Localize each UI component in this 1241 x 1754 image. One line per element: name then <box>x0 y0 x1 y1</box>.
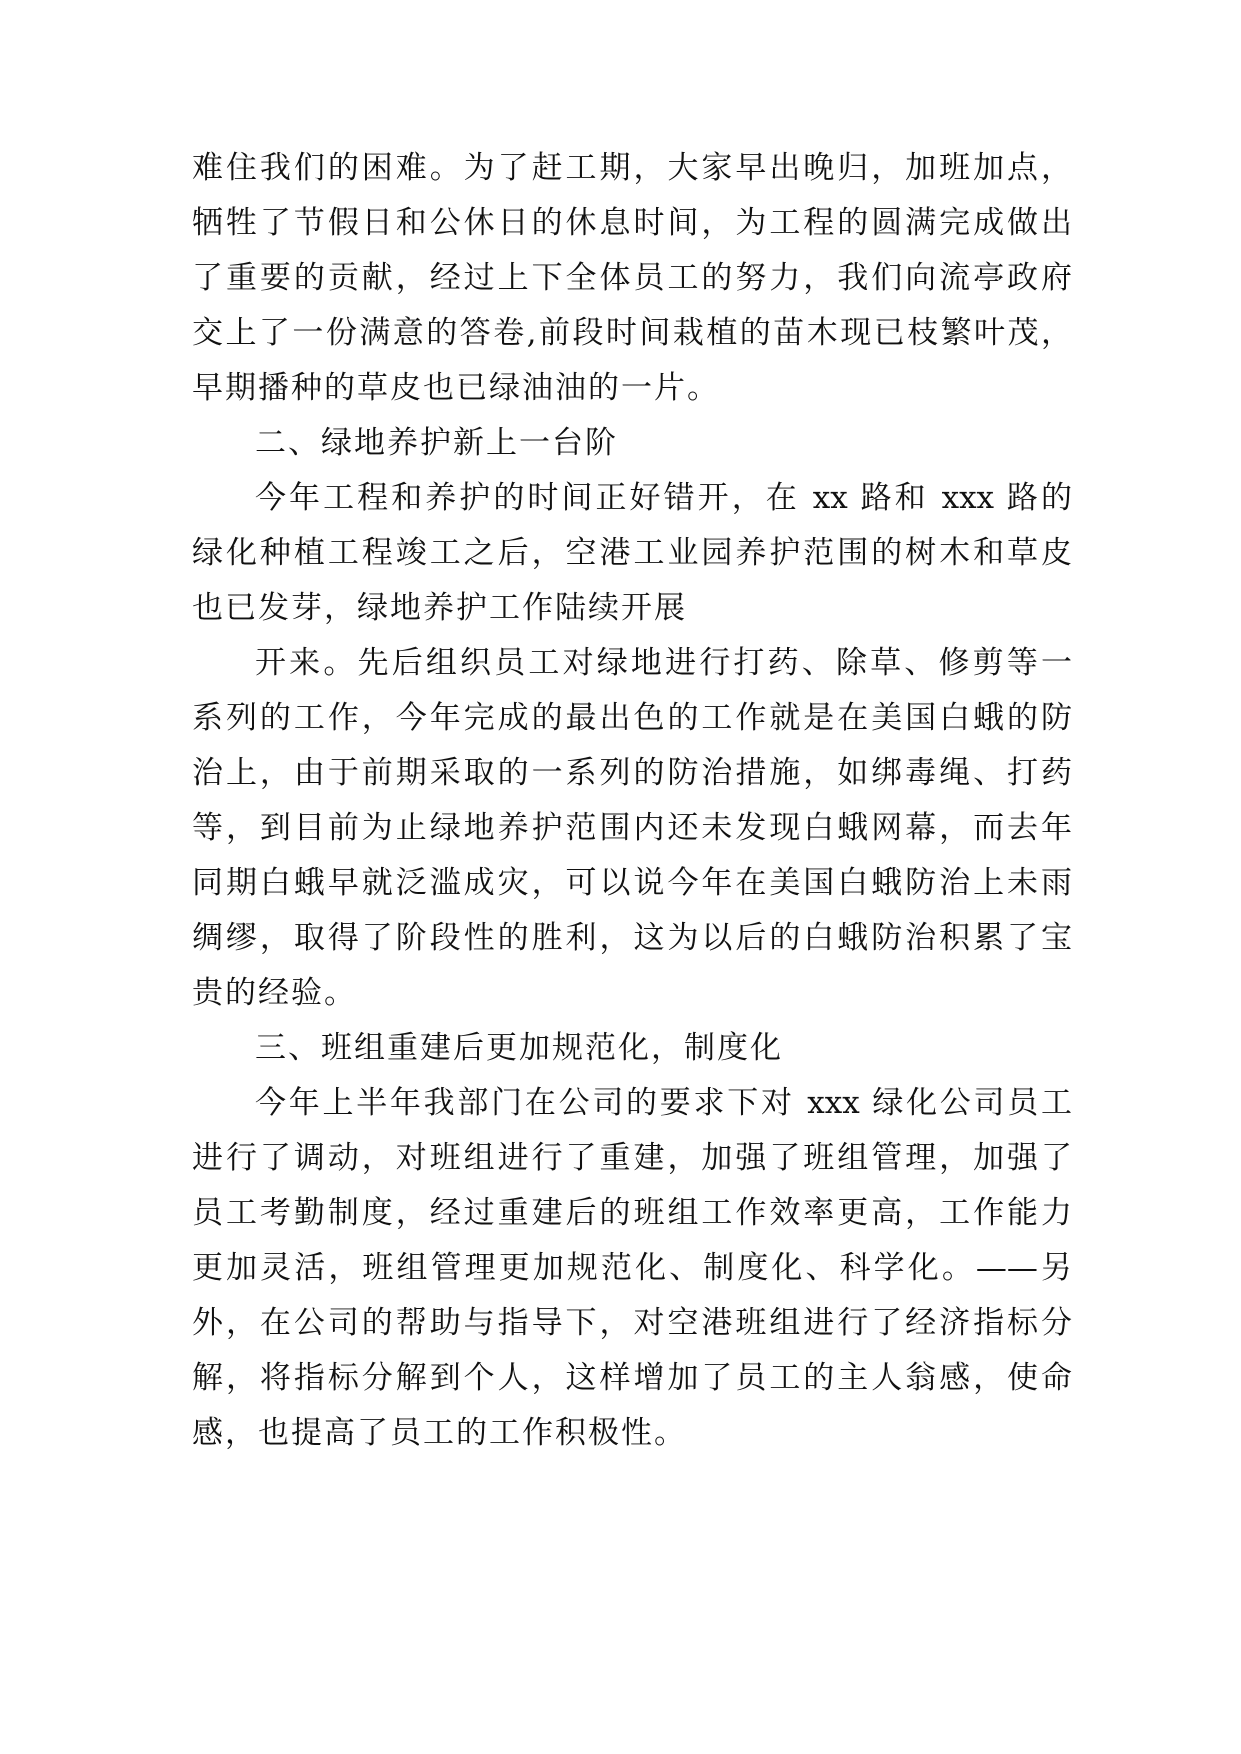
text-line-19: 进行了调动，对班组进行了重建，加强了班组管理，加强了 <box>192 1140 1072 1176</box>
section-heading-3: 三、班组重建后更加规范化，制度化 <box>255 1030 783 1066</box>
text-line-3: 了重要的贡献，经过上下全体员工的努力，我们向流亭政府 <box>192 260 1072 296</box>
text-line-23: 解，将指标分解到个人，这样增加了员工的主人翁感，使命 <box>192 1360 1072 1396</box>
text-line-11: 系列的工作，今年完成的最出色的工作就是在美国白蛾的防 <box>192 700 1072 736</box>
text-line-1: 难住我们的困难。为了赶工期，大家早出晚归，加班加点， <box>192 150 1072 186</box>
text-line-7: 今年工程和养护的时间正好错开，在 xx 路和 xxx 路的 <box>255 480 1072 516</box>
text-line-22: 外，在公司的帮助与指导下，对空港班组进行了经济指标分 <box>192 1305 1072 1341</box>
text-line-16: 贵的经验。 <box>192 975 357 1011</box>
text-line-14: 同期白蛾早就泛滥成灾，可以说今年在美国白蛾防治上未雨 <box>192 865 1072 901</box>
text-line-13: 等，到目前为止绿地养护范围内还未发现白蛾网幕，而去年 <box>192 810 1072 846</box>
text-line-18: 今年上半年我部门在公司的要求下对 xxx 绿化公司员工 <box>255 1085 1072 1121</box>
text-line-20: 员工考勤制度，经过重建后的班组工作效率更高，工作能力 <box>192 1195 1072 1231</box>
text-line-8: 绿化种植工程竣工之后，空港工业园养护范围的树木和草皮 <box>192 535 1072 571</box>
text-line-15: 绸缪，取得了阶段性的胜利，这为以后的白蛾防治积累了宝 <box>192 920 1072 956</box>
text-line-21: 更加灵活，班组管理更加规范化、制度化、科学化。——另 <box>192 1250 1072 1286</box>
section-heading-2: 二、绿地养护新上一台阶 <box>255 425 618 461</box>
text-line-4: 交上了一份满意的答卷,前段时间栽植的苗木现已枝繁叶茂， <box>192 315 1072 351</box>
text-line-10: 开来。先后组织员工对绿地进行打药、除草、修剪等一 <box>255 645 1072 681</box>
text-line-24: 感，也提高了员工的工作积极性。 <box>192 1415 687 1451</box>
text-line-12: 治上，由于前期采取的一系列的防治措施，如绑毒绳、打药 <box>192 755 1072 791</box>
text-line-2: 牺牲了节假日和公休日的休息时间，为工程的圆满完成做出 <box>192 205 1072 241</box>
text-line-9: 也已发芽，绿地养护工作陆续开展 <box>192 590 687 626</box>
text-line-5: 早期播种的草皮也已绿油油的一片。 <box>192 370 720 406</box>
